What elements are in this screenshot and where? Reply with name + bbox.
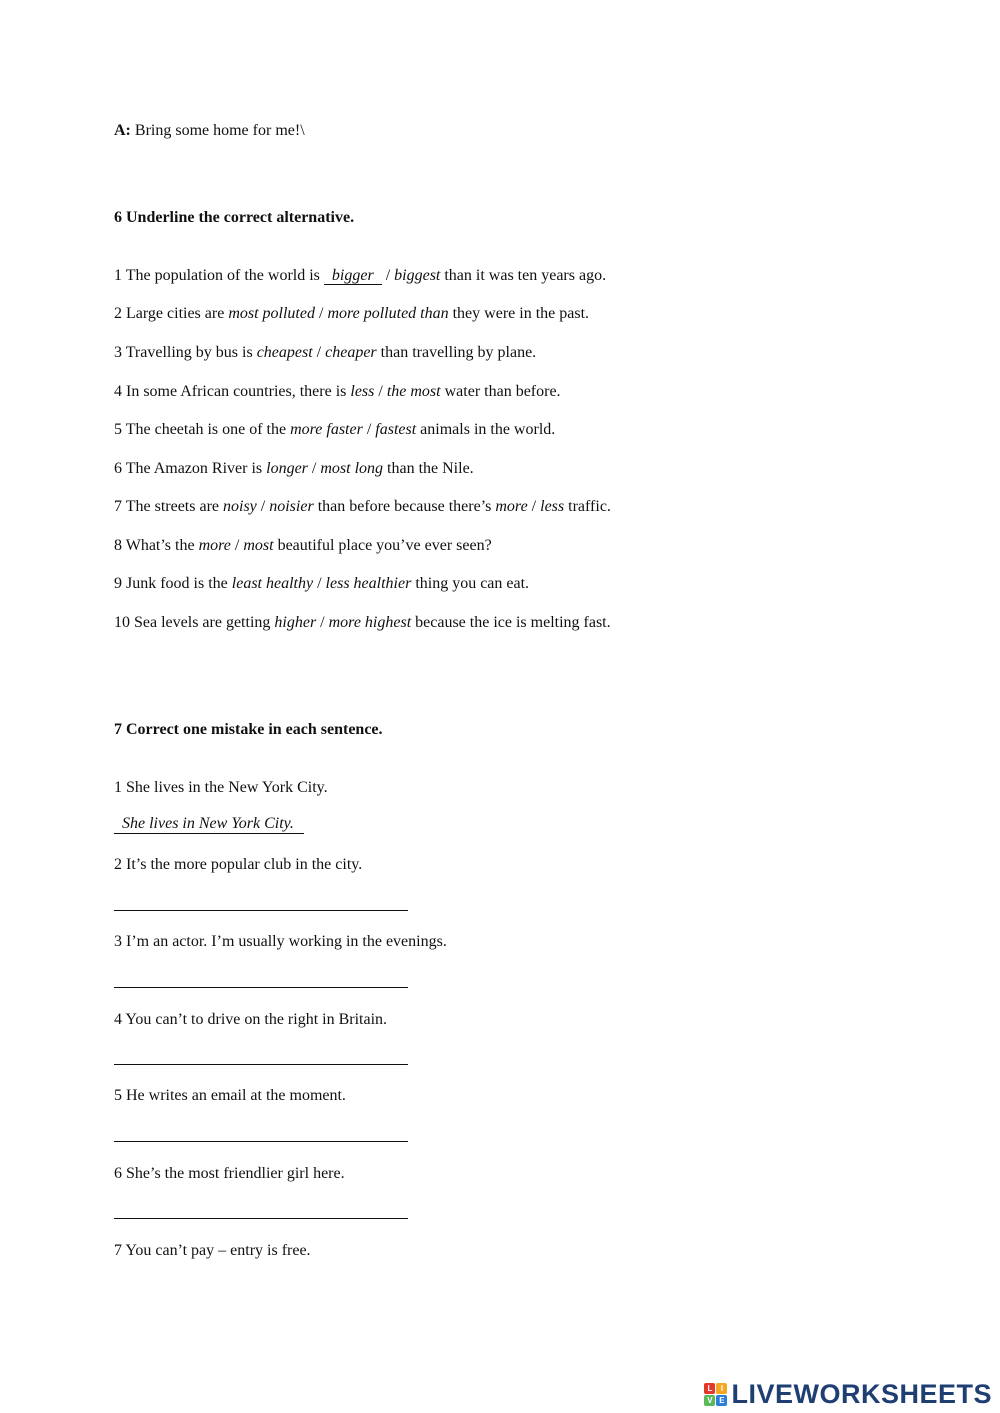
s6-item-9-post: thing you can eat. [411,575,530,592]
s6-item-7-sep2: / [527,498,541,515]
s6-item-3-post: than travelling by plane. [376,344,537,361]
liveworksheets-logo [704,1378,992,1410]
s6-item-6 [114,459,474,479]
s6-item-8-post: beautiful place you’ve ever seen? [273,537,492,554]
s6-item-5-sep: / [362,421,376,438]
s6-item-1-sep: / [381,267,395,284]
s6-item-10 [114,613,611,633]
s6-item-1-pre: 1 The population of the world is [114,267,324,284]
s6-item-8-opt2[interactable]: most [243,537,274,554]
logo-text: LIVEWORKSHEETS [731,1378,992,1409]
s6-item-3-opt1[interactable]: cheapest [256,344,313,361]
s6-item-7-opt3[interactable]: more [495,498,528,515]
s6-item-2-opt2[interactable]: more polluted than [327,305,449,322]
s6-item-5-post: animals in the world. [416,421,556,438]
s6-item-9-sep: / [313,575,326,592]
logo-mark-icon [704,1383,727,1406]
s7-item-4: 4 You can’t to drive on the right in Britain. [114,1011,388,1028]
s7-item-3-answer-line[interactable] [114,987,408,988]
s6-item-8-opt1[interactable]: more [198,537,231,554]
s7-item-2: 2 It’s the more popular club in the city. [114,856,363,873]
s6-item-10-opt2[interactable]: more highest [328,614,412,631]
s6-item-7-opt2[interactable]: noisier [269,498,314,515]
s6-item-8 [114,536,492,556]
s7-item-7: 7 You can’t pay – entry is free. [114,1242,311,1259]
s6-item-8-sep: / [230,537,244,554]
logo-mark-letter: V [704,1395,715,1406]
s6-item-9 [114,574,529,594]
s6-item-8-pre: 8 What’s the [114,537,199,554]
dialogue-line [114,121,305,141]
s6-item-5-opt1[interactable]: more faster [290,421,363,438]
s6-item-7 [114,497,611,517]
s7-item-1-answer[interactable]: She lives in New York City. [114,815,304,834]
s6-item-7-opt4[interactable]: less [540,498,565,515]
s6-item-2-pre: 2 Large cities are [114,305,229,322]
s7-item-6-answer-line[interactable] [114,1218,408,1219]
section7-heading: 7 Correct one mistake in each sentence. [114,721,383,738]
s6-item-7-pre: 7 The streets are [114,498,223,515]
dialogue-speaker: A: [114,122,131,139]
s6-item-7-mid: than before because there’s [313,498,496,515]
s6-item-1 [114,266,606,286]
s6-item-6-pre: 6 The Amazon River is [114,460,267,477]
s6-item-1-answer-gap[interactable]: bigger [324,268,382,285]
s6-item-10-pre: 10 Sea levels are getting [114,614,275,631]
s6-item-2-opt1[interactable]: most polluted [228,305,315,322]
s6-item-5 [114,420,555,440]
s6-item-1-opt2[interactable]: biggest [394,267,441,284]
s6-item-9-opt1[interactable]: least healthy [231,575,314,592]
s6-item-10-sep: / [316,614,329,631]
dialogue-text: Bring some home for me!\ [130,122,305,139]
s6-item-4-opt1[interactable]: less [350,383,375,400]
s6-item-3-opt2[interactable]: cheaper [325,344,377,361]
s6-item-7-opt1[interactable]: noisy [223,498,257,515]
s7-item-6: 6 She’s the most friendlier girl here. [114,1165,345,1182]
s7-item-4-answer-line[interactable] [114,1064,408,1065]
s6-item-6-opt2[interactable]: most long [320,460,384,477]
s6-item-6-sep: / [307,460,321,477]
s6-item-2 [114,304,589,324]
s7-item-3: 3 I’m an actor. I’m usually working in the evenings. [114,933,447,950]
s6-item-5-opt2[interactable]: fastest [375,421,417,438]
s6-item-4-sep: / [374,383,387,400]
s6-item-6-opt1[interactable]: longer [266,460,308,477]
s6-item-2-sep: / [314,305,328,322]
s6-item-4-post: water than before. [440,383,561,400]
s6-item-6-post: than the Nile. [383,460,474,477]
s6-item-9-opt2[interactable]: less healthier [325,575,412,592]
s6-item-10-opt1[interactable]: higher [274,614,317,631]
s6-item-2-post: they were in the past. [448,305,590,322]
logo-mark-letter: L [704,1383,715,1394]
s7-item-5-answer-line[interactable] [114,1141,408,1142]
s6-item-4-pre: 4 In some African countries, there is [114,383,351,400]
s6-item-9-pre: 9 Junk food is the [114,575,232,592]
logo-mark-letter: I [716,1383,727,1394]
s7-item-1: 1 She lives in the New York City. [114,779,328,796]
s6-item-4-opt2[interactable]: the most [386,383,441,400]
s7-item-2-answer-line[interactable] [114,910,408,911]
s6-item-3-pre: 3 Travelling by bus is [114,344,257,361]
s6-item-7-sep: / [256,498,270,515]
logo-mark-letter: E [716,1395,727,1406]
section6-heading: 6 Underline the correct alternative. [114,209,355,226]
s7-item-5: 5 He writes an email at the moment. [114,1087,346,1104]
s6-item-7-post: traffic. [564,498,611,515]
s6-item-5-pre: 5 The cheetah is one of the [114,421,291,438]
s6-item-1-post: than it was ten years ago. [440,267,607,284]
s6-item-3 [114,343,536,363]
s6-item-10-post: because the ice is melting fast. [411,614,611,631]
s6-item-3-sep: / [312,344,326,361]
s6-item-4 [114,382,561,402]
